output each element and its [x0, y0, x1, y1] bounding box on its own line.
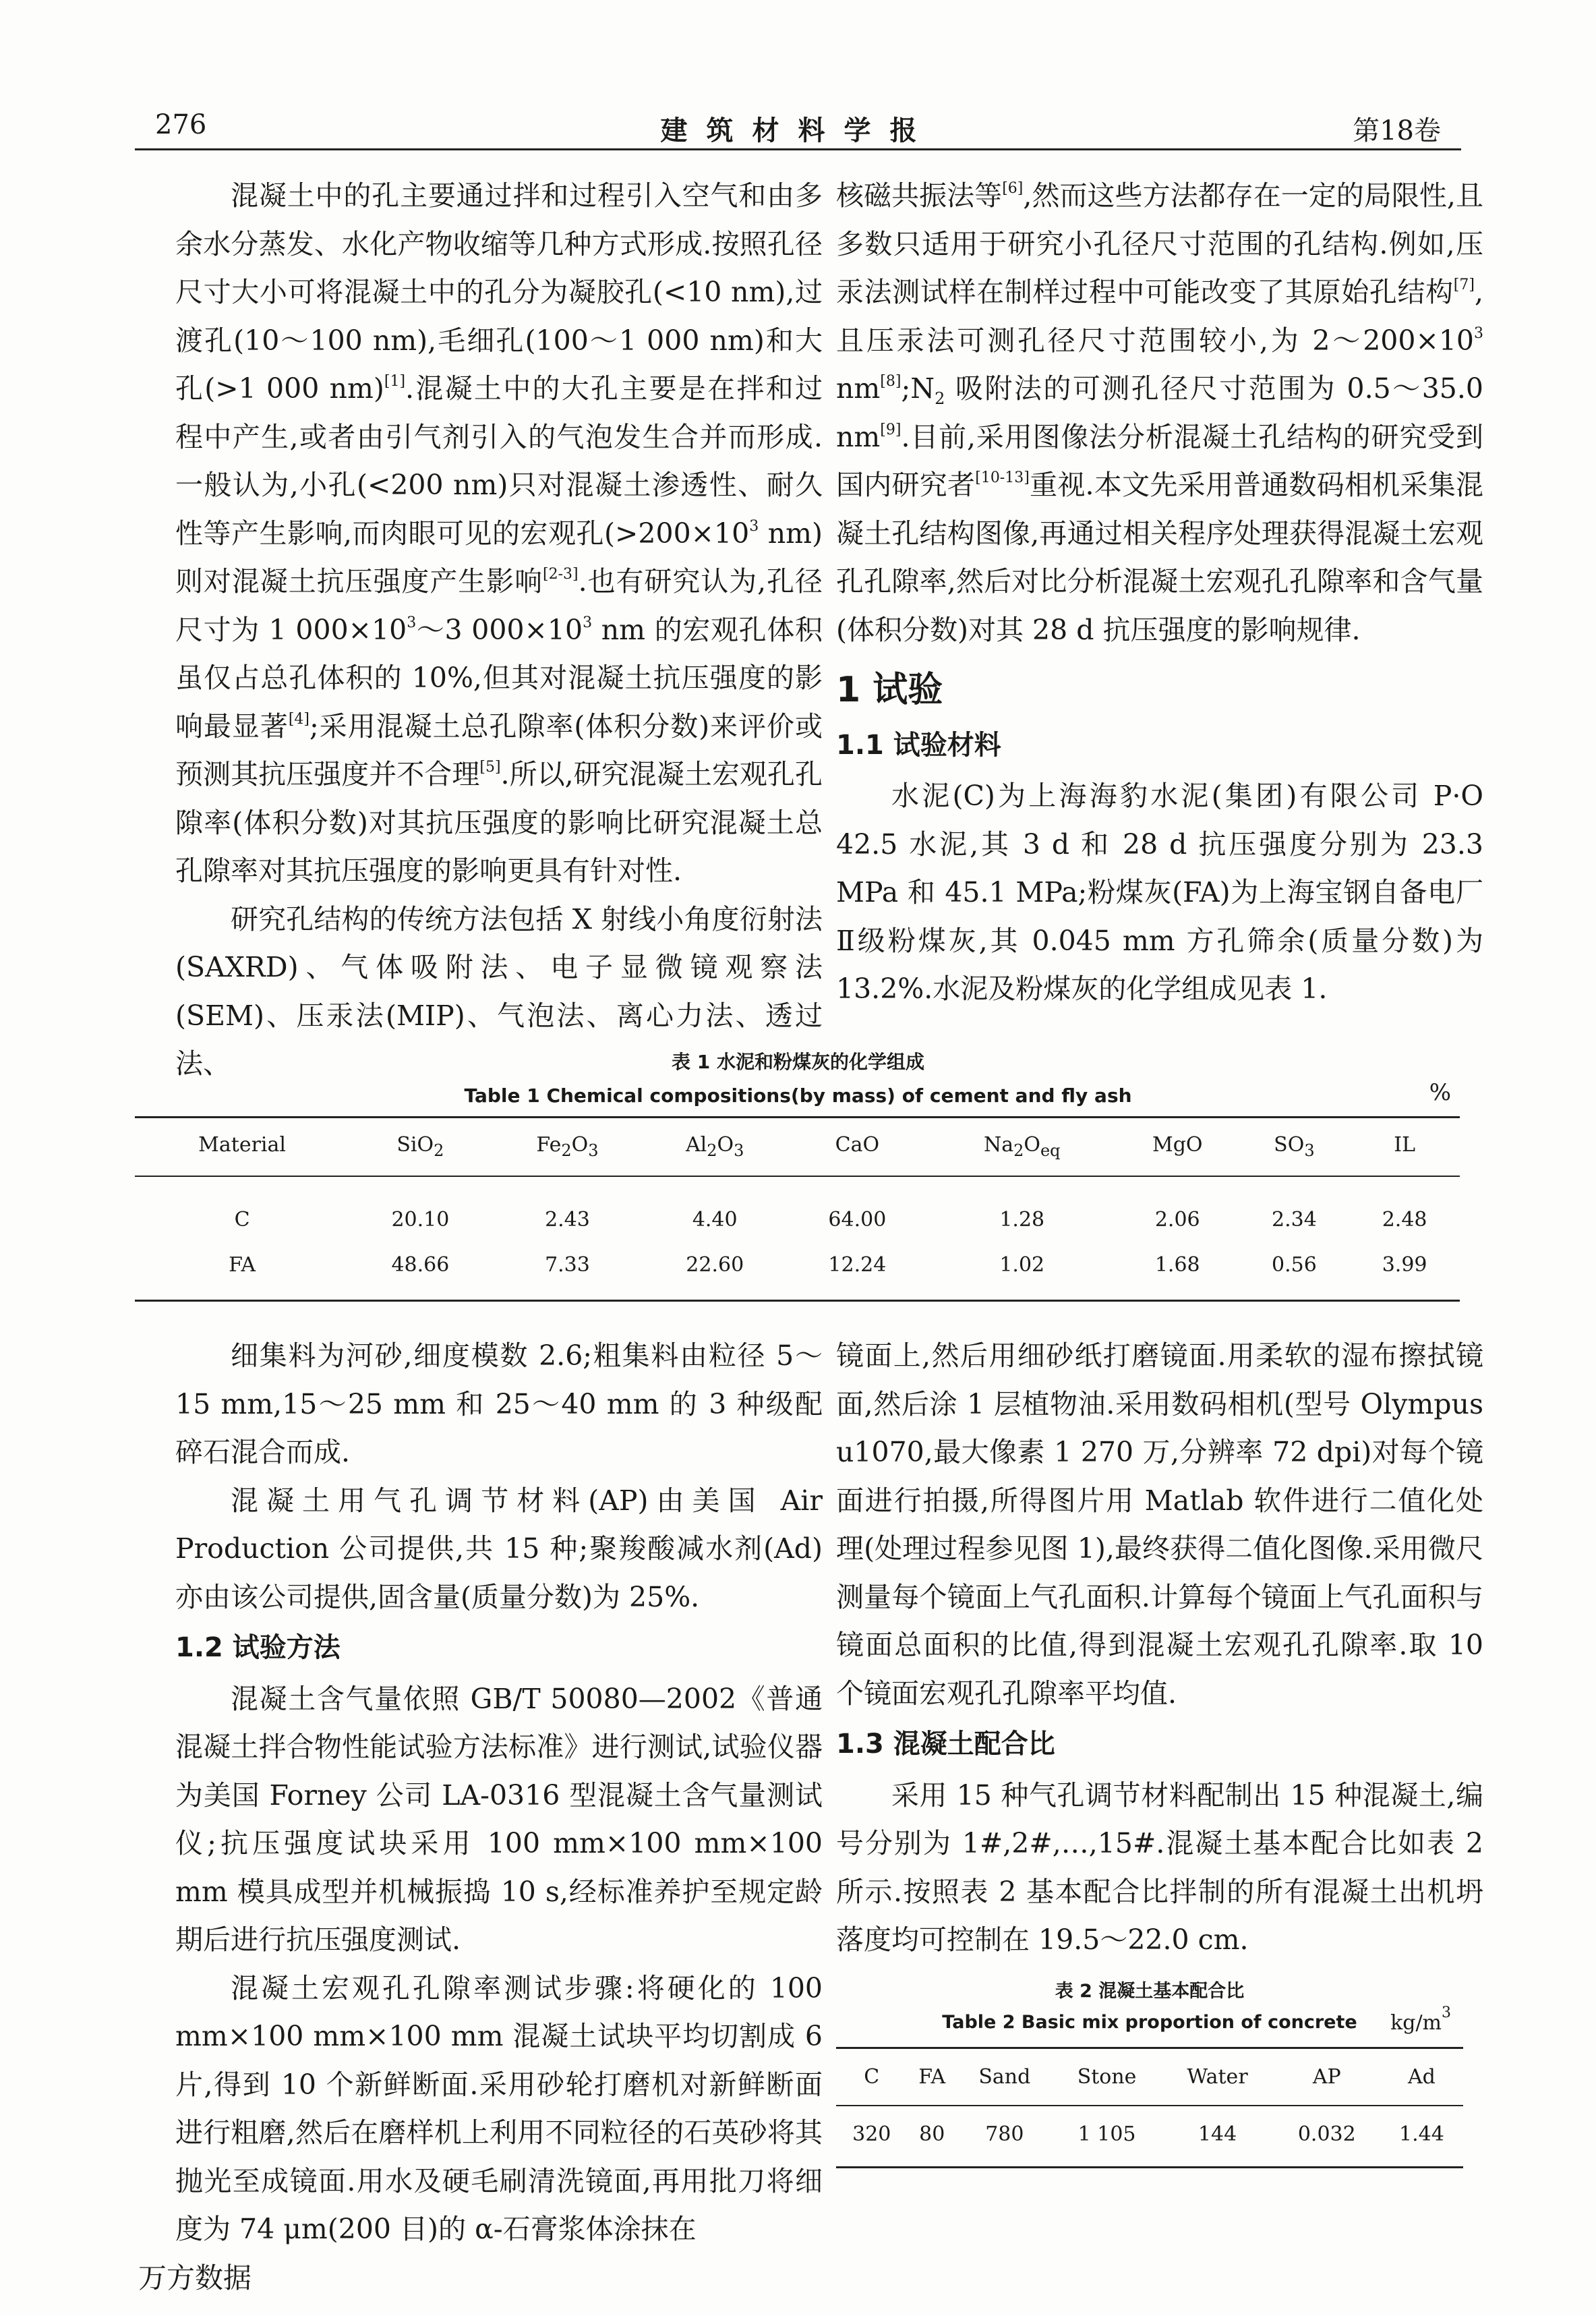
table-row: 320 80 780 1 105 144 0.032 1.44: [836, 2106, 1463, 2168]
table2-header-row: C FA Sand Stone Water AP Ad: [836, 2048, 1463, 2106]
paragraph-admixtures: 混凝土用气孔调节材料(AP)由美国 Air Production 公司提供,共 15 种;聚羧酸减水剂(Ad)亦由该公司提供,固含量(质量分数)为 25%.: [175, 1484, 823, 1613]
section-heading-1-3: 1.3 混凝土配合比: [836, 1729, 1055, 1760]
section-heading-1: 1 试验: [836, 670, 943, 710]
section-heading-1-2: 1.2 试验方法: [175, 1632, 341, 1663]
watermark-footer: 万方数据: [138, 2261, 252, 2294]
left-column-top: [175, 172, 823, 1089]
page-number: 276: [155, 109, 207, 140]
left-column-bottom: [175, 1332, 823, 2254]
paragraph-air-content-test: 混凝土含气量依照 GB/T 50080—2002《普通混凝土拌合物性能试验方法标准》进行测试,试验仪器为美国 Forney 公司 LA-0316 型混凝土含气量测试仪;抗压强度试块采用 100 mm×100 mm×100 mm 模具成型并机械振捣 10 s,经标准养护至规定龄期后进行抗压强度测试.: [175, 1682, 823, 1956]
running-header: [135, 101, 1461, 150]
table2-unit: $kg/m^3$: [1390, 2004, 1451, 2035]
table1: [135, 1116, 1460, 1302]
section-heading-1-1: 1.1 试验材料: [836, 729, 1001, 761]
paragraph-materials: 水泥(C)为上海海豹水泥(集团)有限公司 P·O 42.5 水泥,其 3 d 和 28 d 抗压强度分别为 23.3 MPa 和 45.1 MPa;粉煤灰(FA)为上海宝钢自备电厂Ⅱ级粉煤灰,其 0.045 mm 方孔筛余(质量分数)为 13.2%.水泥及粉煤灰的化学组成见表 1.: [836, 780, 1483, 1005]
paragraph-aggregates: 细集料为河砂,细度模数 2.6;粗集料由粒径 5～15 mm,15～25 mm 和 25～40 mm 的 3 种级配碎石混合而成.: [175, 1339, 823, 1468]
paragraph-imaging: 镜面上,然后用细砂纸打磨镜面.用柔软的湿布擦拭镜面,然后涂 1 层植物油.采用数码相机(型号 Olympus u1070,最大像素 1 270 万,分辨率 72 dpi)对每个镜面进行拍摄,所得图片用 Matlab 软件进行二值化处理(处理过程参见图 1),最终获得二值化图像.采用微尺测量每个镜面上气孔面积.计算每个镜面上气孔面积与镜面总面积的比值,得到混凝土宏观孔孔隙率.取 10 个镜面宏观孔孔隙率平均值.: [836, 1339, 1483, 1710]
volume-label: 第18卷: [1353, 115, 1441, 146]
table-row: C 20.10 2.43 4.40 64.00 1.28 2.06 2.34 2.48: [234, 1208, 1427, 1232]
table-row: FA 48.66 7.33 22.60 12.24 1.02 1.68 0.56 3.99: [135, 1242, 1460, 1301]
table2: [836, 2047, 1463, 2168]
right-column-top: [836, 172, 1483, 1014]
table2-caption: 表 2 混凝土基本配合比 Table 2 Basic mix proportion of concrete: [942, 1981, 1357, 2033]
paragraph-methods-limits: 核磁共振法等[6],然而这些方法都存在一定的局限性,且多数只适用于研究小孔径尺寸范围的孔结构.例如,压汞法测试样在制样过程中可能改变了其原始孔结构[7],且压汞法可测孔径尺寸范围较小,为 $2\sim 200\times 10^3$ $nm[8];N_2$ 吸附法的可测孔径尺寸范围为 0.5～35.0 nm[9].目前,采用图像法分析混凝土孔结构的研究受到国内研究者[10-13]重视.本文先采用普通数码相机采集混凝土孔结构图像,再通过相关程序处理获得混凝土宏观孔孔隙率,然后对比分析混凝土宏观孔孔隙率和含气量(体积分数)对其 28 d 抗压强度的影响规律.: [836, 179, 1484, 646]
paragraph-mix-proportion: 采用 15 种气孔调节材料配制出 15 种混凝土,编号分别为 1#,2#,…,15#.混凝土基本配合比如表 2 所示.按照表 2 基本配合比拌制的所有混凝土出机坍落度均可控制在 19.5～22.0 cm.: [836, 1778, 1483, 1956]
table1-header-row: Material SiO$_2$ $Fe_2O_3$ $Al_2O_3$ CaO $Na_2O_{eq}$ MgO $SO_3$ IL: [135, 1118, 1460, 1177]
right-column-bottom: [836, 1332, 1483, 1965]
table1-caption: 表 1 水泥和粉煤灰的化学组成 Table 1 Chemical compositions(by mass) of cement and fly ash: [464, 1051, 1132, 1107]
paragraph-methods-intro: 研究孔结构的传统方法包括 X 射线小角度衍射法(SAXRD)、气体吸附法、电子显微镜观察法(SEM)、压汞法(MIP)、气泡法、离心力法、透过法、: [175, 902, 823, 1080]
table1-unit: %: [1429, 1079, 1451, 1106]
paragraph-porosity-test: 混凝土宏观孔孔隙率测试步骤:将硬化的 100 mm×100 mm×100 mm 混凝土试块平均切割成 6 片,得到 10 个新鲜断面.采用砂轮打磨机对新鲜断面进行粗磨,然后在磨样机上利用不同粒径的石英砂将其抛光至成镜面.用水及硬毛刷清洗镜面,再用批刀将细度为 74 μm(200 目)的 α-石膏浆体涂抹在: [175, 1971, 823, 2245]
paragraph-pore-classification: 混凝土中的孔主要通过拌和过程引入空气和由多余水分蒸发、水化产物收缩等几种方式形成.按照孔径尺寸大小可将混凝土中的孔分为凝胶孔(<10 nm),过渡孔(10～100 nm),毛细孔(100～1 000 nm)和大孔(>1 000 nm)[1].混凝土中的大孔主要是在拌和过程中产生,或者由引气剂引入的气泡发生合并而形成.一般认为,小孔(<200 nm)只对混凝土渗透性、耐久性等产生影响,而肉眼可见的宏观孔($>200\times 10^3$ nm)则对混凝土抗压强度产生影响[2-3].也有研究认为,孔径尺寸为 1 $000\times 10^3\sim 3$ $000\times 10^3$ nm 的宏观孔体积虽仅占总孔体积的 10%,但其对混凝土抗压强度的影响最显著[4];采用混凝土总孔隙率(体积分数)来评价或预测其抗压强度并不合理[5].所以,研究混凝土宏观孔孔隙率(体积分数)对其抗压强度的影响比研究混凝土总孔隙率对其抗压强度的影响更具有针对性.: [175, 179, 823, 887]
journal-title: 建筑材料学报: [660, 115, 936, 146]
